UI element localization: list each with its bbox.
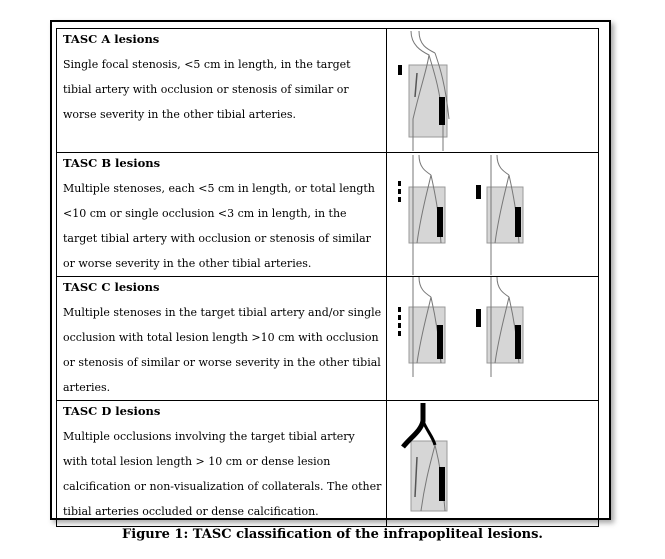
- row-description: Multiple occlusions involving the target tibial artery with total lesion length > 10 cm or dense lesion calcification or non-visualization of collaterals. The other tibial arteries occluded or dense calcification.: [63, 430, 382, 518]
- row-description: Multiple stenoses in the target tibial artery and/or single occlusion with total lesion length >10 cm with occlusion or stenosis of similar or worse severity in the other tibial arteries.: [63, 306, 382, 394]
- row-diagram-cell: [387, 153, 599, 277]
- row-diagram-cell: [387, 277, 599, 401]
- row-text-cell: [57, 277, 387, 401]
- artery-diagram-a: [387, 29, 603, 153]
- artery-diagram-b: [387, 153, 603, 276]
- row-text-cell: [57, 153, 387, 277]
- row-title: TASC A lesions: [63, 32, 160, 46]
- row-description: Single focal stenosis, <5 cm in length, in the target tibial artery with occlusion or stenosis of similar or worse severity in the other tibial arteries.: [63, 58, 351, 121]
- row-diagram-cell: [387, 29, 599, 153]
- tasc-table: [56, 28, 599, 527]
- row-description: Multiple stenoses, each <5 cm in length, or total length <10 cm or single occlusion <3 cm in length, in the target tibial artery with occlusion or stenosis of similar or worse severity in the other tibial arteries.: [63, 182, 375, 270]
- tasc-table-frame: [50, 20, 611, 520]
- row-text-cell: [57, 29, 387, 153]
- row-diagram-cell: [387, 401, 599, 527]
- table-row: [57, 153, 599, 277]
- row-text-cell: [57, 401, 387, 527]
- table-row: [57, 29, 599, 153]
- row-title: TASC B lesions: [63, 156, 161, 170]
- artery-diagram-c: [387, 277, 603, 379]
- figure-caption: Figure 1: TASC classification of the infrapopliteal lesions.: [122, 527, 543, 542]
- artery-diagram-d: [387, 401, 603, 527]
- row-title: TASC C lesions: [63, 280, 160, 294]
- table-row: [57, 401, 599, 527]
- row-title: TASC D lesions: [63, 404, 161, 418]
- table-row: [57, 277, 599, 401]
